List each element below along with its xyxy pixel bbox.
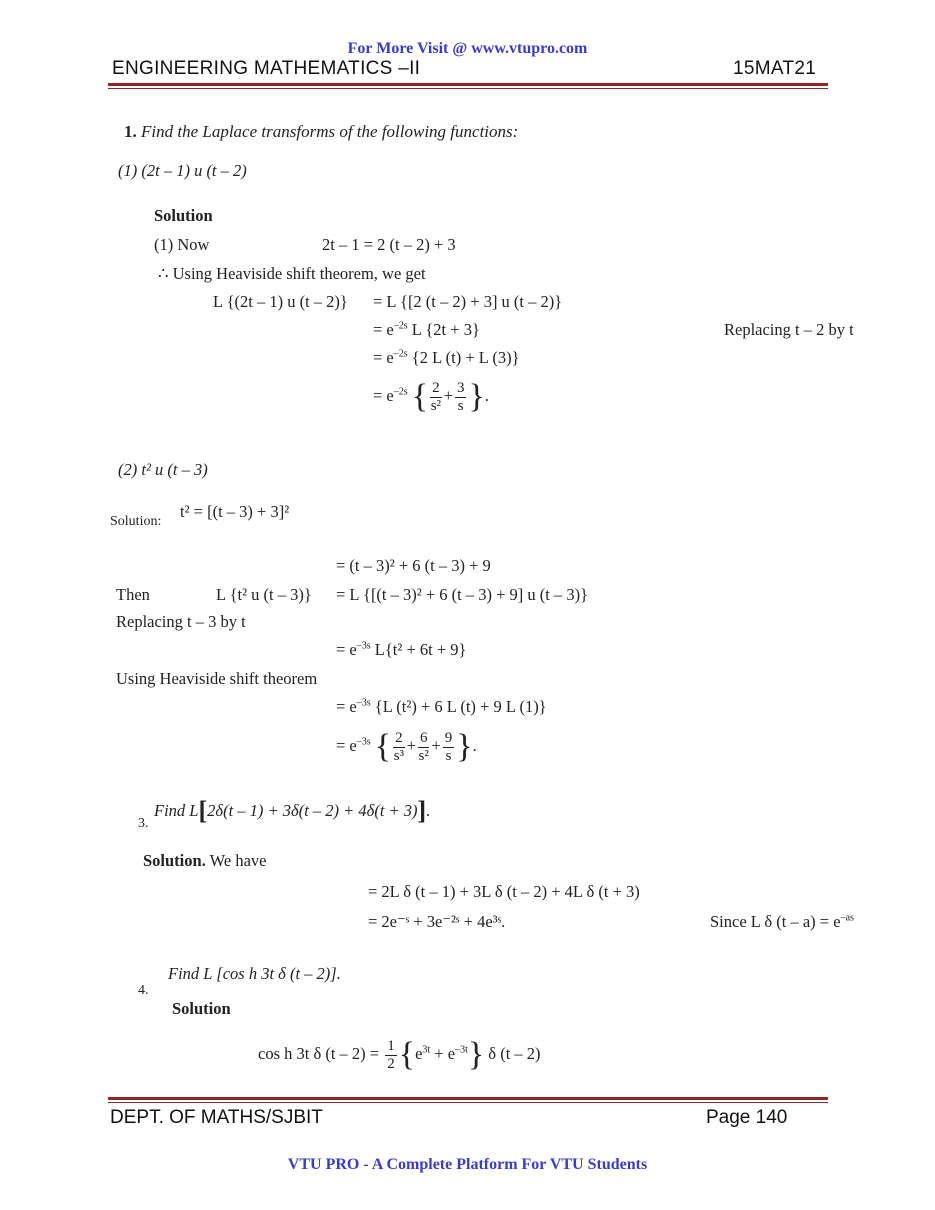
q2-frac2	[418, 730, 430, 765]
math-text: –3s	[356, 640, 371, 652]
q2-frac3	[443, 730, 455, 765]
math-text: s	[445, 747, 452, 764]
footer-platform: VTU PRO - A Complete Platform For VTU Students	[287, 1156, 648, 1173]
math-text: {2 L (t) + L (3)}	[407, 348, 520, 367]
math-text: 2δ(t – 1) + 3δ(t – 2) + 4δ(t + 3)	[207, 801, 418, 820]
q3-eq2: = 2e⁻ˢ + 3e⁻²ˢ + 4e³ˢ.	[368, 912, 506, 931]
math-text: s	[457, 397, 464, 414]
math-text: 2	[432, 379, 440, 396]
q2-step3: = L {[(t – 3)² + 6 (t – 3) + 9] u (t – 3)}	[336, 585, 589, 604]
math-text: cos h 3t δ (t – 2) =	[258, 1043, 380, 1063]
math-text: –3s	[356, 736, 371, 748]
q3-number: 3.	[138, 816, 149, 831]
q2-solution-label: Solution:	[110, 514, 162, 529]
math-text: –as	[840, 912, 854, 924]
q2-step1: t² = [(t – 3) + 3]²	[180, 502, 290, 521]
q4-half	[385, 1038, 397, 1073]
math-text: Find	[154, 801, 186, 820]
math-text: Since L δ (t – a) = e	[710, 912, 841, 931]
math-text: –3t	[455, 1044, 468, 1056]
q1-line2	[373, 320, 480, 340]
math-text: 3t	[422, 1044, 431, 1056]
math-text: s³	[393, 747, 405, 764]
math-text: 2	[387, 1055, 395, 1072]
math-text: L {2t + 3}	[407, 320, 480, 339]
math-text: L{t² + 6t + 9}	[370, 640, 467, 659]
header-rule	[108, 83, 828, 86]
math-text: 9	[444, 729, 453, 746]
math-text: –3s	[356, 697, 371, 709]
math-text: s²	[418, 747, 429, 764]
math-text: = e	[336, 640, 357, 659]
q4-number: 4.	[138, 983, 149, 998]
q2-step2: = (t – 3)² + 6 (t – 3) + 9	[336, 556, 491, 575]
math-symbol: }	[467, 1036, 485, 1073]
q2-step4	[336, 640, 466, 660]
q3-eq1: = 2L δ (t – 1) + 3L δ (t – 2) + 4L δ (t + 3)	[368, 882, 640, 901]
q1-line1: = L {[2 (t – 2) + 3] u (t – 2)}	[373, 292, 563, 311]
footer-dept: DEPT. OF MATHS/SJBIT	[110, 1107, 323, 1128]
math-text: We have	[209, 851, 267, 870]
q1-lhs: L {(2t – 1) u (t – 2)}	[213, 292, 348, 311]
q1-title: 1. Find the Laplace transforms of the following functions:	[124, 122, 519, 141]
math-text: 6	[419, 729, 428, 746]
math-text: 1	[387, 1037, 395, 1054]
q2-part: (2) t² u (t – 3)	[118, 460, 208, 479]
q1-part: (1) (2t – 1) u (t – 2)	[118, 161, 247, 180]
q3-note	[710, 912, 854, 932]
math-text: δ (t – 2)	[488, 1043, 541, 1063]
math-text: + e	[430, 1043, 456, 1063]
q1-now-eq: 2t – 1 = 2 (t – 2) + 3	[322, 235, 456, 254]
q1-line4: = $e^{-2s}$ { $\frac{2}{\text{s²}}$ + $\frac{3}{s}$ }.	[373, 378, 489, 415]
math-text: e	[415, 1043, 423, 1063]
math-text: 3	[456, 379, 465, 396]
math-text: = e	[373, 348, 394, 367]
math-text: 2	[395, 729, 403, 746]
math-symbol: [	[198, 796, 208, 825]
footer-rule-thin	[108, 1102, 828, 1103]
math-text: {L (t²) + 6 L (t) + 9 L (1)}	[370, 697, 547, 716]
q1-frac1	[430, 380, 442, 415]
math-text: –2s	[393, 320, 408, 332]
math-text: –2s	[393, 386, 408, 398]
q2-step6: = $e^{-3s}$ { $\frac{2}{\text{s³}}$ + $\frac{6}{\text{s²}}$ + $\frac{9}{s}$ }.	[336, 728, 477, 765]
q2-frac1	[393, 730, 405, 765]
math-text: –2s	[393, 348, 408, 360]
math-text: s²	[430, 397, 442, 414]
q1-note: Replacing t – 2 by t	[724, 320, 854, 339]
q2-using: Using Heaviside shift theorem	[116, 669, 318, 688]
q2-then: Then	[116, 585, 150, 604]
q3-find: Find L[2δ(t – 1) + 3δ(t – 2) + 4δ(t + 3)].	[154, 796, 431, 825]
math-symbol: {	[398, 1036, 416, 1073]
math-text: = e	[336, 697, 357, 716]
q2-lhs: L {t² u (t – 3)}	[216, 585, 312, 604]
math-text: = e	[336, 735, 357, 755]
q1-title-visible: Find the Laplace transforms of the following functions:	[141, 122, 519, 141]
footer-page: Page 140	[706, 1107, 788, 1128]
q1-using: ∴ Using Heaviside shift theorem, we get	[158, 264, 426, 283]
math-symbol: }	[456, 728, 473, 765]
course-code: 15MAT21	[733, 58, 817, 79]
q1-line3	[373, 348, 520, 368]
math-symbol: {	[374, 728, 392, 765]
subject-title: ENGINEERING MATHEMATICS –II	[112, 58, 421, 79]
visit-banner: For More Visit @ www.vtupro.com	[347, 40, 588, 57]
q4-find: Find L [cos h 3t δ (t – 2)].	[168, 964, 341, 983]
q4-solution-label: Solution	[172, 999, 231, 1018]
math-symbol: ]	[417, 796, 427, 825]
footer-rule	[108, 1097, 828, 1100]
q3-solution	[143, 851, 267, 871]
math-text: = e	[373, 320, 394, 339]
math-text: = e	[373, 385, 394, 405]
math-symbol: {	[411, 378, 429, 415]
q1-frac2	[455, 380, 467, 415]
q2-replacing: Replacing t – 3 by t	[116, 612, 246, 631]
math-text: Solution.	[143, 851, 206, 870]
math-symbol: }	[468, 378, 485, 415]
q4-eq	[258, 1036, 541, 1074]
q1-now-label: (1) Now	[154, 235, 210, 254]
q1-solution-label: Solution	[154, 206, 213, 225]
header-rule-thin	[108, 88, 828, 89]
q2-step5	[336, 697, 547, 717]
